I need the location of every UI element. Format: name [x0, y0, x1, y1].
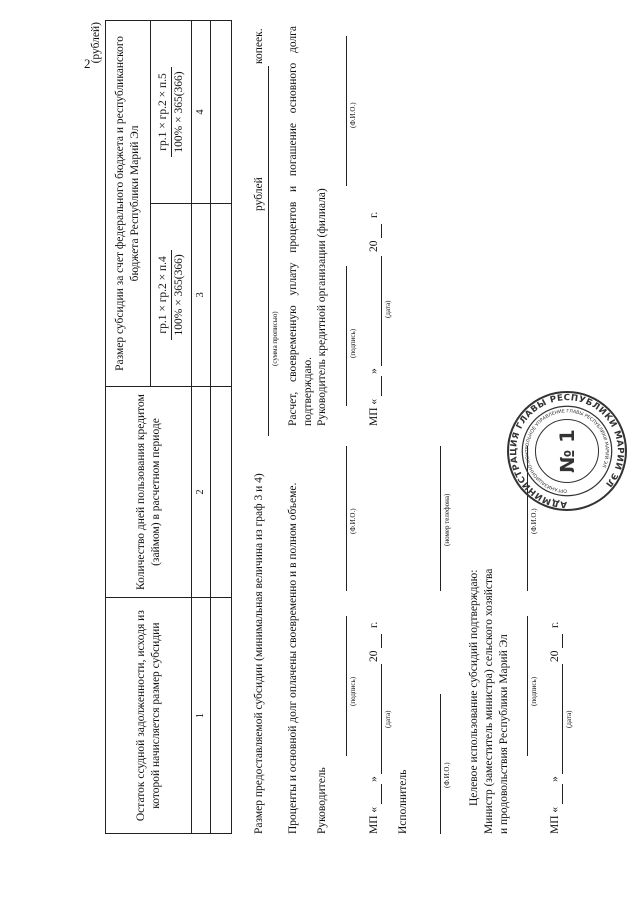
confirm-line1: Министр (заместитель министра) сельского хозяйства	[483, 568, 495, 834]
left-day-line[interactable]	[381, 784, 382, 804]
col34-header: Размер субсидии за счет федерального бюджета и республиканского бюджета Республики Марий Эл	[106, 21, 151, 387]
left-year-suffix: г.	[368, 621, 380, 628]
right-year: 20	[368, 240, 380, 252]
left-cap-phone: (номер телефона)	[443, 493, 451, 546]
right-cap-fio: (Ф.И.О.)	[349, 102, 357, 128]
left-fio-line[interactable]	[346, 446, 347, 591]
stamp-outer-text: АДМИНИСТРАЦИЯ ГЛАВЫ РЕСПУБЛИКИ МАРИЙ ЭЛ	[509, 393, 625, 509]
subsidy-caption: (сумма прописью)	[271, 311, 279, 366]
rotated-form	[90, 18, 580, 846]
confirm-cap-fio: (Ф.И.О.)	[530, 508, 538, 534]
left-block-title: Руководитель	[316, 767, 328, 834]
left-month-line[interactable]	[381, 664, 382, 774]
col3-denominator: 100% × 365(366)	[172, 254, 185, 336]
left-cap-fio2: (Ф.И.О.)	[443, 762, 451, 788]
left-phone-line[interactable]	[440, 446, 441, 591]
right-fio-line[interactable]	[346, 36, 347, 186]
confirm-year-line[interactable]	[562, 634, 563, 648]
left-mp: МП «	[368, 806, 380, 834]
right-block-text: Расчет, своевременную уплату процентов и погашение основного долга подтверждаю.	[287, 26, 314, 426]
data-cell-3[interactable]	[210, 203, 231, 386]
col-number-1: 1	[192, 598, 211, 834]
right-year-line[interactable]	[381, 224, 382, 238]
confirm-quote-close: »	[549, 776, 561, 782]
confirm-sign-line[interactable]	[527, 616, 528, 756]
left-quote-close: »	[368, 776, 380, 782]
data-cell-2[interactable]	[210, 386, 231, 597]
data-cell-1[interactable]	[210, 598, 231, 834]
col-number-3: 3	[192, 203, 211, 386]
right-quote-close: »	[368, 368, 380, 374]
left-year: 20	[368, 650, 380, 662]
confirm-heading: Целевое использование субсидий подтверждаю:	[468, 569, 480, 806]
left-year-line[interactable]	[381, 634, 382, 648]
left-cap-sign: (подпись)	[349, 676, 357, 706]
confirm-mp: МП «	[549, 806, 561, 834]
col-number-2: 2	[192, 386, 211, 597]
subsidy-rub: рублей	[253, 174, 265, 214]
left-block-text: Проценты и основной долг оплачены своевременно и в полном объеме.	[287, 482, 299, 834]
col1-header: Остаток ссудной задолженности, исходя из которой начисляется размер субсидии	[106, 598, 192, 834]
confirm-cap-sign: (подпись)	[530, 676, 538, 706]
left-executor: Исполнитель	[397, 769, 409, 834]
right-year-suffix: г.	[368, 211, 380, 218]
confirm-line2: и продовольствия Республики Марий Эл	[498, 634, 510, 834]
col4-denominator: 100% × 365(366)	[172, 71, 185, 153]
col4-formula	[151, 21, 192, 204]
col3-formula	[151, 203, 192, 386]
right-day-line[interactable]	[381, 376, 382, 396]
confirm-day-line[interactable]	[562, 784, 563, 804]
col-number-4: 4	[192, 21, 211, 204]
right-cap-date: (дата)	[384, 300, 392, 318]
subsidy-kop-line[interactable]	[268, 66, 269, 166]
page-number: 2	[84, 56, 91, 71]
left-cap-date: (дата)	[384, 710, 392, 728]
data-cell-4[interactable]	[210, 21, 231, 204]
confirm-year-suffix: г.	[549, 621, 561, 628]
right-cap-sign: (подпись)	[349, 328, 357, 358]
right-sign-line[interactable]	[346, 266, 347, 406]
col3-numerator: гр.1 × гр.2 × п.4	[156, 250, 172, 339]
left-cap-fio: (Ф.И.О.)	[349, 508, 357, 534]
col4-numerator: гр.1 × гр.2 × п.5	[156, 67, 172, 156]
left-executor-fio-line[interactable]	[440, 694, 441, 834]
official-stamp	[506, 390, 628, 512]
col2-header: Количество дней пользования кредитом (займом) в расчетном периоде	[106, 386, 192, 597]
subsidy-label: Размер предоставляемой субсидии (минимальная величина из граф 3 и 4)	[253, 473, 265, 834]
left-sign-line[interactable]	[346, 616, 347, 756]
stamp-number: № 1	[556, 429, 580, 473]
subsidy-kop: копеек.	[253, 28, 265, 64]
confirm-month-line[interactable]	[562, 664, 563, 774]
right-mp: МП «	[368, 398, 380, 426]
unit-label: (рублей)	[90, 22, 102, 64]
subsidy-table	[105, 20, 232, 834]
confirm-cap-date: (дата)	[565, 710, 573, 728]
right-block-title: Руководитель кредитной организации (филиала)	[316, 188, 328, 426]
stamp-inner-text: ОРГАНИЗАЦИОННО-КОНТРОЛЬНОЕ УПРАВЛЕНИЕ ГЛАВЫ РЕСПУБЛИКИ МАРИЙ ЭЛ	[525, 409, 609, 493]
right-month-line[interactable]	[381, 256, 382, 366]
confirm-year: 20	[549, 650, 561, 662]
